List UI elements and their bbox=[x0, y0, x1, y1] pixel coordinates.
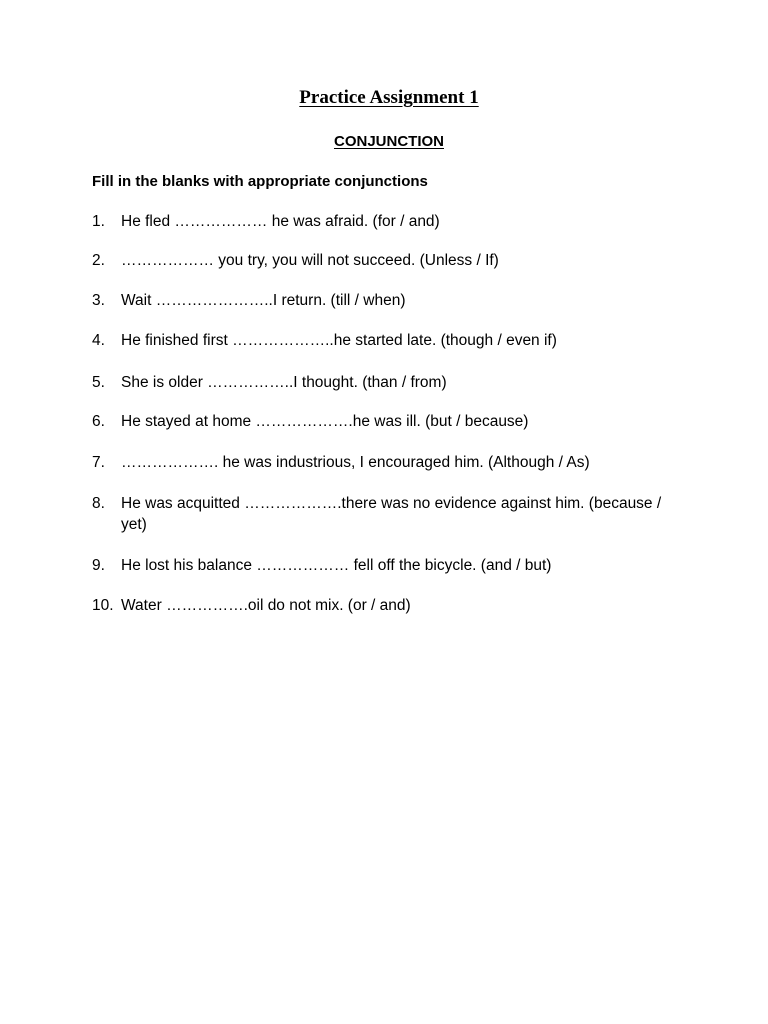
question-item bbox=[92, 555, 677, 576]
question-text: He finished first ………………..he started late. (though / even if) bbox=[121, 332, 557, 349]
question-item bbox=[92, 330, 677, 351]
question-number: 1. bbox=[92, 213, 105, 230]
question-item bbox=[92, 595, 677, 616]
question-number: 3. bbox=[92, 292, 105, 309]
question-item bbox=[92, 493, 677, 535]
document-subtitle: CONJUNCTION bbox=[333, 133, 444, 150]
question-item bbox=[92, 452, 677, 473]
question-number: 2. bbox=[92, 252, 105, 269]
question-number: 9. bbox=[92, 557, 105, 574]
question-item bbox=[92, 372, 677, 393]
question-item bbox=[92, 211, 677, 232]
question-text: Wait …………………..I return. (till / when) bbox=[121, 292, 406, 309]
question-text: He stayed at home ……………….he was ill. (but / because) bbox=[121, 413, 529, 430]
question-item bbox=[92, 290, 677, 311]
document-title: Practice Assignment 1 bbox=[299, 87, 479, 108]
question-number: 8. bbox=[92, 495, 105, 512]
question-text: She is older ……………..I thought. (than / from) bbox=[121, 374, 447, 391]
question-text: ………………. he was industrious, I encouraged him. (Although / As) bbox=[121, 454, 590, 471]
question-number: 5. bbox=[92, 374, 105, 391]
question-text: Water …………….oil do not mix. (or / and) bbox=[121, 597, 411, 614]
question-number: 10. bbox=[92, 597, 114, 614]
question-text: He lost his balance ……………… fell off the bicycle. (and / but) bbox=[121, 557, 552, 574]
instruction-text: Fill in the blanks with appropriate conjunctions bbox=[92, 173, 428, 190]
question-item bbox=[92, 411, 677, 432]
question-number: 7. bbox=[92, 454, 105, 471]
question-number: 4. bbox=[92, 332, 105, 349]
question-text: He fled ……………… he was afraid. (for / and) bbox=[121, 213, 440, 230]
question-number: 6. bbox=[92, 413, 105, 430]
question-text: ……………… you try, you will not succeed. (Unless / If) bbox=[121, 252, 499, 269]
question-item bbox=[92, 250, 677, 271]
question-text: He was acquitted ……………….there was no evidence against him. (because / yet) bbox=[121, 495, 662, 533]
